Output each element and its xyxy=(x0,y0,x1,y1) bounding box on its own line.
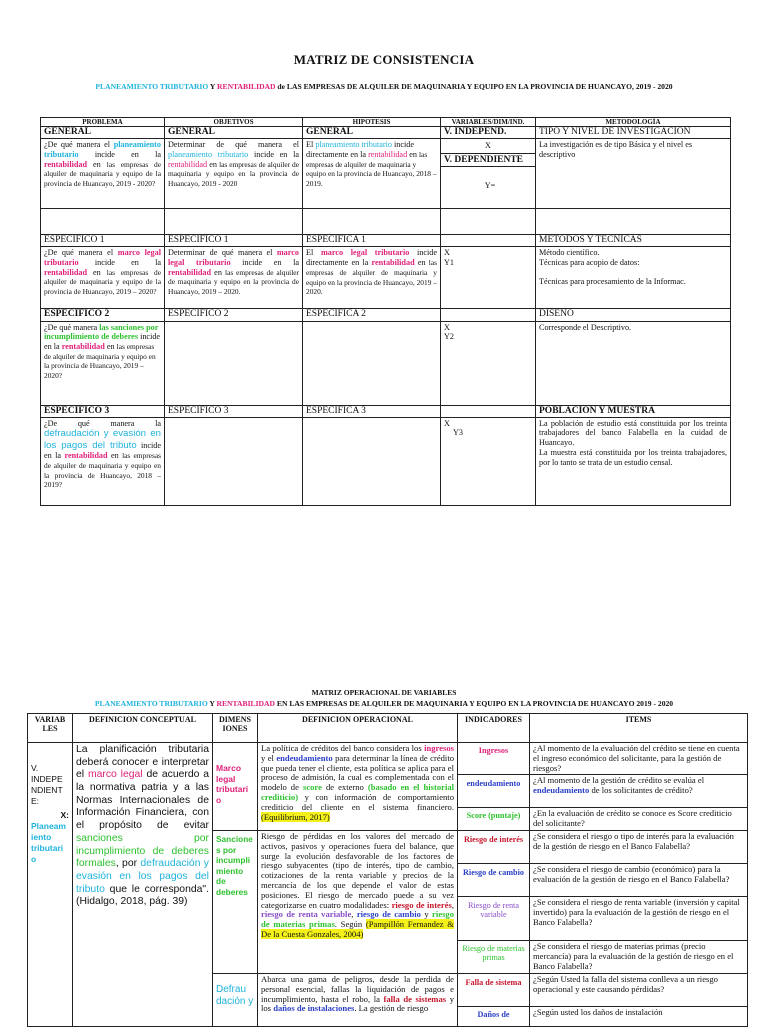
op-matrix-title: MATRIZ OPERACIONAL DE VARIABLES xyxy=(311,688,457,697)
hipotesis-esp1-label: ESPECIFICA 1 xyxy=(303,235,441,247)
operational-definition-2 xyxy=(258,830,458,973)
text: Riesgo de pérdidas en los valores del mercado de activos, pasivos y operaciones fuera del balance, que surge la evolución desfavorable de los factores de riesgo subyacentes (tipo de interés, tipo de cambio, cotizaciones de la renta variable y precios de la mercancía de los que depende el valor de estas posiciones. El riesgo de mercado puede a su vez categorizarse en cuatro modalidades: xyxy=(261,830,454,910)
subtitle-conj: Y xyxy=(208,82,218,91)
text: las empresas de alquiler de maquinaria y equipo en la provincia de Huancayo, 2019 – 2020. xyxy=(168,267,299,297)
variables-esp3 xyxy=(441,417,536,505)
text: las empresas de alquiler de maquinaria y equipo en la provincia de Huancayo, 2018 – 2019. xyxy=(306,149,437,189)
empty-cell xyxy=(441,235,536,247)
objetivo-esp3 xyxy=(165,417,303,505)
text: . Según xyxy=(334,919,366,930)
dimension-text: las sanciones por incumplimiento de deberes xyxy=(44,322,159,342)
objetivos-esp3-label: ESPECIFICO 3 xyxy=(165,405,303,417)
empty-cell xyxy=(303,209,441,235)
text: incide directamente en la xyxy=(306,140,415,159)
general-heading-row xyxy=(41,127,731,139)
indicator-text: endeudamiento xyxy=(533,785,590,796)
text: La política de créditos del banco considera los xyxy=(261,743,425,753)
subtitle-var2: RENTABILIDAD xyxy=(217,82,276,91)
empty-cell xyxy=(441,309,536,321)
hipotesis-esp2-label: ESPECIFICA 2 xyxy=(303,309,441,321)
variable-label: V. INDEPE NDIENT E: xyxy=(31,763,63,807)
problema-esp2-label: ESPECIFICO 2 xyxy=(41,309,165,321)
header-hipotesis: HIPOTESIS xyxy=(303,118,441,127)
text: Determinar de qué manera el xyxy=(168,248,277,258)
text: en xyxy=(211,267,226,277)
subtitle-var2: RENTABILIDAD xyxy=(216,699,275,708)
text: incide en la xyxy=(230,258,299,268)
dimension-text: marco legal tributario xyxy=(320,248,410,258)
item-5: ¿Se considera el riesgo de cambio (económico) para la evaluación de la gestión de riesgo en el Banco Falabella? xyxy=(530,863,748,896)
metodologia-general: La investigación es de tipo Básica y el nivel es descriptivo xyxy=(536,139,731,209)
indicator-text: riesgo de renta variable xyxy=(261,909,352,920)
indicator-riesgo-renta: Riesgo de renta variable xyxy=(458,896,530,940)
variable-text: rentabilidad xyxy=(61,341,105,351)
problema-esp2 xyxy=(41,321,165,405)
var-y3: Y3 xyxy=(453,428,464,438)
var-independ-label: V. INDEPEND. xyxy=(441,127,536,139)
text: en xyxy=(407,149,419,159)
empty-cell xyxy=(165,209,303,235)
hipotesis-esp3-label: ESPECIFICA 3 xyxy=(303,405,441,417)
indicator-text: riesgo de interés xyxy=(391,899,452,910)
objetivos-esp2-label: ESPECIFICO 2 xyxy=(165,309,303,321)
variable-text: rentabilidad xyxy=(371,258,415,268)
header-def-conceptual: DEFINICION CONCEPTUAL xyxy=(73,714,213,743)
esp1-heading-row xyxy=(41,235,731,247)
indicator-text: daños de instalaciones xyxy=(273,1003,355,1014)
var-y: Y= xyxy=(484,181,496,191)
indicator-falla-sistema: Falla de sistema xyxy=(458,973,530,1006)
objetivos-esp1-label: ESPECIFICO 1 xyxy=(165,235,303,247)
variable-text: rentabilidad xyxy=(368,149,408,159)
document-title: MATRIZ DE CONSISTENCIA xyxy=(293,52,475,67)
variable-x: X xyxy=(60,810,67,821)
variable-text: planeamiento tributario xyxy=(168,149,249,159)
problema-esp3 xyxy=(41,417,165,505)
text: Determinar de qué manera el xyxy=(168,140,299,150)
variable-cell xyxy=(28,743,73,1027)
metodo-item: Técnicas para acopio de datos: xyxy=(539,258,640,268)
var-y2: Y2 xyxy=(444,332,455,342)
item-2 xyxy=(530,775,748,808)
var-y1: Y1 xyxy=(444,258,455,268)
dimension-sanciones: Sancione s por incumpli miento de deberes xyxy=(213,830,258,973)
text: El xyxy=(306,248,321,258)
indicator-text: ingresos xyxy=(424,743,454,753)
indicator-score: Score (puntaje) xyxy=(458,808,530,831)
header-variables: VARIAB LES xyxy=(28,714,73,743)
operational-definition-1 xyxy=(258,743,458,831)
subtitle-var1: PLANEAMIENTO TRIBUTARIO xyxy=(94,699,208,708)
dimension-marco-legal: Marco legal tributari o xyxy=(213,743,258,831)
indicator-text: score xyxy=(302,782,322,793)
text: de externo xyxy=(321,782,368,793)
subtitle-conj: Y xyxy=(207,699,217,708)
dimension-text: marco legal tributario xyxy=(44,248,161,268)
empty-cell xyxy=(441,405,536,417)
var-x: X xyxy=(444,322,450,332)
subtitle-rest: de LAS EMPRESAS DE ALQUILER DE MAQUINARIA Y EQUIPO EN LA PROVINCIA DE HUANCAYO, 2019 - 2020 xyxy=(275,82,673,91)
metodo-item: Método científico. xyxy=(539,248,600,258)
text: ¿De qué manera el xyxy=(44,140,114,150)
variables-general xyxy=(441,139,536,209)
esp2-content-row xyxy=(41,321,731,405)
text: las empresas de alquiler de maquinaria y equipo de la provincia de Huancayo, 2019 - 2020? xyxy=(44,159,161,189)
indicator-text: riesgo de materias primas xyxy=(261,909,455,930)
header-indicadores: INDICADORES xyxy=(458,714,530,743)
indicator-riesgo-cambio: Riesgo de cambio xyxy=(458,863,530,896)
dimension-text: defraudación y evasión en los pagos del tributo xyxy=(44,428,161,451)
hipotesis-esp3 xyxy=(303,417,441,505)
empty-cell xyxy=(441,209,536,235)
item-9: ¿Según usted los daños de instalación xyxy=(530,1006,748,1026)
metodologia-esp1 xyxy=(536,247,731,309)
conceptual-definition xyxy=(73,743,213,1027)
objetivo-esp1 xyxy=(165,247,303,309)
header-metodologia: METODOLOGÍA xyxy=(536,118,731,127)
hipotesis-esp2 xyxy=(303,321,441,405)
dimension-text: defraudación y evasión en los pagos del tributo xyxy=(76,858,209,895)
metodologia-esp2: Corresponde el Descriptivo. xyxy=(536,321,731,405)
empty-cell xyxy=(41,209,165,235)
problema-esp1 xyxy=(41,247,165,309)
header-objetivos: OBJETIVOS xyxy=(165,118,303,127)
header-items: ITEMS xyxy=(530,714,748,743)
indicator-text: endeudamiento xyxy=(276,752,333,763)
text: ¿Al momento de la gestión de crédito se evalúa el xyxy=(533,775,705,786)
dimension-text: marco legal tributario xyxy=(168,248,299,268)
problema-general-label: GENERAL xyxy=(41,127,165,139)
subtitle-rest: EN LAS EMPRESAS DE ALQUILER DE MAQUINARIA Y EQUIPO EN LA PROVINCIA DE HUANCAYO 2019 - 2020 xyxy=(275,699,674,708)
op-row-ingresos xyxy=(28,743,748,775)
indicator-ingresos: Ingresos xyxy=(458,743,530,775)
text: ¿De qué manera la xyxy=(44,418,161,428)
esp1-content-row xyxy=(41,247,731,309)
text: las empresas de alquiler de maquinaria y equipo de la provincia de Huancayo, 2019 – 2020? xyxy=(44,267,161,297)
text: de los solicitantes de crédito? xyxy=(589,785,693,796)
variable-text: planeamiento tributario xyxy=(44,140,161,159)
text: incide en la xyxy=(44,332,161,351)
met-metodos-label: METODOS Y TECNICAS xyxy=(536,235,731,247)
metodo-item: Técnicas para procesamiento de la Informac. xyxy=(539,276,686,286)
esp3-heading-row xyxy=(41,405,731,417)
dimension-defraudacion: Defrau dación y xyxy=(213,973,258,1026)
text: en xyxy=(104,341,117,351)
var-dependiente-label: V. DEPENDIENTE xyxy=(441,153,535,167)
spacer-row xyxy=(41,209,731,235)
text: , por xyxy=(115,858,141,870)
variable-text: rentabilidad xyxy=(64,451,108,461)
text: en xyxy=(87,267,107,277)
objetivos-general-label: GENERAL xyxy=(165,127,303,139)
text: y xyxy=(420,909,433,920)
met-diseno-label: DISEÑO xyxy=(536,309,731,321)
variable-text: rentabilidad xyxy=(168,159,208,169)
text: las empresas de alquiler de maquinaria y equipo en la provincia de Huancayo, 2019 - 2020 xyxy=(168,159,299,189)
text: en xyxy=(414,258,429,268)
indicator-riesgo-materias: Riesgo de materias primas xyxy=(458,940,530,973)
dimension-text: marco legal xyxy=(87,769,143,781)
text: y el xyxy=(261,752,277,763)
indicator-riesgo-interes: Riesgo de interés xyxy=(458,830,530,863)
op-header-row xyxy=(28,714,748,743)
indicator-endeudamiento: endeudamiento xyxy=(458,775,530,808)
problema-esp1-label: ESPECIFICO 1 xyxy=(41,235,165,247)
item-4: ¿Se considera el riesgo o tipo de interés para la evaluación de la gestión de riesgo en el Banco Falabella? xyxy=(530,830,748,863)
text: . La gestión de riesgo xyxy=(354,1003,429,1014)
consistency-matrix xyxy=(40,117,731,506)
text: Abarca una gama de peligros, desde la perdida de personal esencial, fallas la liquidación de pagos e incumplimiento, hasta el robo, la xyxy=(261,973,454,1004)
variables-esp2 xyxy=(441,321,536,405)
indicator-text: falla de sistemas xyxy=(383,993,447,1004)
indicator-text: riesgo de cambio xyxy=(356,909,421,920)
esp2-heading-row xyxy=(41,309,731,321)
matrix-header-row xyxy=(41,118,731,127)
item-1: ¿Al momento de la evaluación del crédito se tiene en cuenta el ingreso económico del solicitante, para la gestión de riesgos? xyxy=(530,743,748,775)
text: en xyxy=(207,159,220,169)
citation: (Pampillón Fernandez & De la Cuesta Gonzales, 2004) xyxy=(261,919,454,939)
met-poblacion-label: POBLACION Y MUESTRA xyxy=(536,405,731,417)
header-variables: VARIABLES/DIM/IND. xyxy=(441,118,536,127)
text: las empresas de alquiler de maquinaria y equipo en la provincia de Huancayo, 2019 – 2020. xyxy=(306,258,437,297)
op-matrix-subtitle xyxy=(10,699,758,708)
poblacion-text: La población de estudio está constituida por los treinta trabajadores del banco Falabella en la cuidad de Huancayo. xyxy=(539,418,727,448)
operational-matrix xyxy=(27,713,748,1027)
text: incide en la xyxy=(248,149,299,159)
text: La planificación tributaria deberá conocer e interpretar el xyxy=(76,744,209,781)
item-8: ¿Según Usted la falla del sistema conlleva a un riesgo operacional y este causando pérdidas? xyxy=(530,973,748,1006)
header-dimensiones: DIMENS IONES xyxy=(213,714,258,743)
item-7: ¿Se considera el riesgo de materias primas (precio mercancía) para la evaluación de la gestión de riesgo en el Banco Falabella? xyxy=(530,940,748,973)
var-x: X xyxy=(485,141,491,151)
text: (basado en el historial crediticio) xyxy=(261,782,455,802)
met-tipo-label: TIPO Y NIVEL DE INVESTIGACION xyxy=(536,127,731,139)
problema-esp3-label: ESPECIFICO 3 xyxy=(41,405,165,417)
var-x: X xyxy=(444,418,450,428)
operational-definition-3 xyxy=(258,973,458,1026)
variable-name: Planeam iento tributari o xyxy=(31,821,66,865)
variable-text: rentabilidad xyxy=(44,267,88,277)
hipotesis-general-label: GENERAL xyxy=(303,127,441,139)
text: ¿De qué manera el xyxy=(44,248,118,258)
text: en xyxy=(87,159,107,169)
text: para determinar la línea de crédito que pueda tener el cliente, esta política se aplica para el proceso de admisión, la cual es complementada con el modelo de xyxy=(261,752,455,793)
text: incide en la xyxy=(78,149,161,159)
item-3: ¿En la evaluación de crédito se conoce es Score crediticio del solicitante? xyxy=(530,808,748,831)
variable-colon: : xyxy=(66,810,69,821)
general-content-row xyxy=(41,139,731,209)
header-problema: PROBLEMA xyxy=(41,118,165,127)
variable-text: planeamiento tributario xyxy=(315,140,392,150)
muestra-text: La muestra está constituida por los treinta trabajadores, por lo tanto se trata de un estudio censal. xyxy=(539,447,727,467)
metodologia-esp3 xyxy=(536,417,731,505)
header-def-operacional: DEFINICION OPERACIONAL xyxy=(258,714,458,743)
indicator-danos: Daños de xyxy=(458,1006,530,1026)
text: ¿De qué manera xyxy=(44,322,100,332)
text: El xyxy=(306,140,316,150)
text: en xyxy=(107,451,123,461)
hipotesis-general xyxy=(303,139,441,209)
objetivo-general xyxy=(165,139,303,209)
text: y los xyxy=(261,993,454,1014)
text: , xyxy=(351,909,357,920)
var-x: X xyxy=(444,248,450,258)
text: que le corresponda". (Hidalgo, 2018, pág. 39) xyxy=(76,883,209,908)
text: incide en la xyxy=(78,258,161,268)
text: las empresas de alquiler de maquinaria y equipo en la provincia de Huancayo, 2019 – 2020? xyxy=(44,341,156,381)
dimension-text: sanciones por incumplimiento de deberes formales xyxy=(76,832,209,870)
variable-text: rentabilidad xyxy=(44,159,88,169)
variable-text: rentabilidad xyxy=(168,267,212,277)
text: , xyxy=(451,899,454,910)
document-subtitle xyxy=(20,82,748,91)
objetivo-esp2 xyxy=(165,321,303,405)
item-6: ¿Se considera el riesgo de renta variable (inversión y capital invertido) para la evaluación de la gestión de riesgo en el Banco Falabella? xyxy=(530,896,748,940)
text: y con información de comportamiento crediticio del cliente en el sistema financiero. xyxy=(261,791,454,812)
hipotesis-esp1 xyxy=(303,247,441,309)
text: las empresas de alquiler de maquinaria y equipo en la provincia de Huancayo, 2018 – 2019? xyxy=(44,451,161,490)
problema-general xyxy=(41,139,165,209)
empty-cell xyxy=(536,209,731,235)
text: de acuerdo a la normativa patria y a las Normas Internacionales de Información Financiera, con el propósito de evitar xyxy=(76,769,210,832)
variables-esp1 xyxy=(441,247,536,309)
subtitle-var1: PLANEAMIENTO TRIBUTARIO xyxy=(95,82,209,91)
citation: (Equilibrium, 2017) xyxy=(261,811,330,822)
text: incide directamente en la xyxy=(306,248,437,268)
text: incide en la xyxy=(44,440,161,461)
esp3-content-row xyxy=(41,417,731,505)
